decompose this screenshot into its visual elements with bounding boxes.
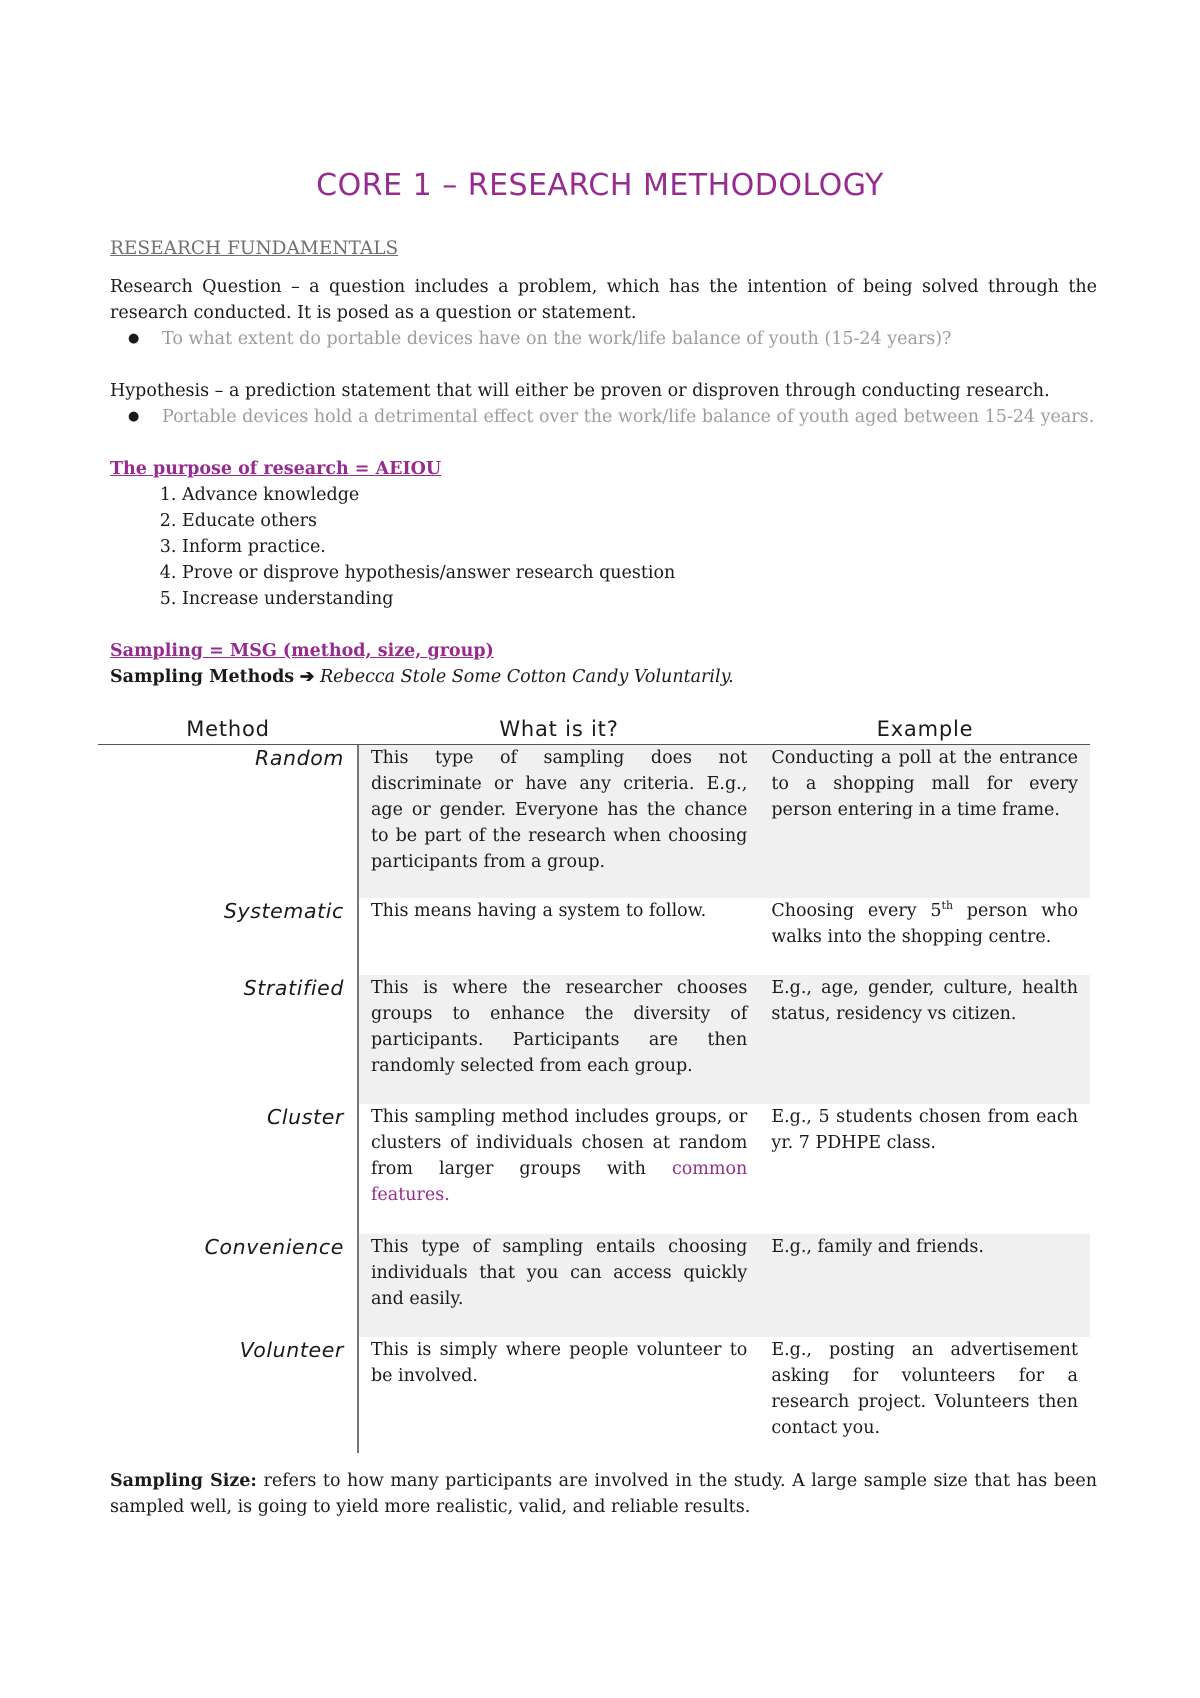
example-cell: E.g., posting an advertisement asking for volunteers for a research project. Volunteers then contact you.	[771, 1340, 1078, 1438]
example-cell: E.g., family and friends.	[757, 1234, 1090, 1337]
what-cell: This is simply where people volunteer to be involved.	[357, 1337, 757, 1453]
example-text: person who walks into the shopping centre.	[771, 901, 1078, 947]
section-heading: RESEARCH FUNDAMENTALS	[110, 238, 399, 259]
example-cell: E.g., age, gender, culture, health status, residency vs citizen.	[757, 975, 1090, 1104]
list-item: 1. Advance knowledge	[182, 482, 1097, 508]
research-question-example: ● To what extent do portable devices have on the work/life balance of youth (15-24 years)?	[162, 326, 1097, 352]
header-what: What is it?	[499, 717, 619, 741]
sampling-size-label: Sampling Size:	[110, 1471, 257, 1491]
sampling-size-paragraph	[110, 1468, 1097, 1520]
research-question-examples	[110, 326, 1097, 352]
what-cell: This type of sampling entails choosing individuals that you can access quickly and easily.	[357, 1234, 757, 1337]
document-body	[110, 236, 1097, 690]
list-item: 2. Educate others	[182, 508, 1097, 534]
table-row	[98, 898, 1090, 975]
sampling-size-section	[110, 1468, 1097, 1520]
research-question-text: – a question includes a problem, which has the intention of being solved through the research conducted. It is posed as a question or statement.	[110, 277, 1097, 323]
list-item: 5. Increase understanding	[182, 586, 1097, 612]
method-cell: Systematic	[223, 899, 344, 923]
example-cell: E.g., 5 students chosen from each yr. 7 PDHPE class.	[771, 1107, 1078, 1153]
example-cell: Conducting a poll at the entrance to a shopping mall for every person entering in a time frame.	[757, 745, 1090, 898]
table-row	[98, 1234, 1090, 1337]
arrow-icon: ➔	[299, 667, 315, 687]
example-cell	[757, 898, 1090, 975]
hypothesis-text: – a prediction statement that will either be proven or disproven through conducting research.	[209, 381, 1050, 401]
list-item: 4. Prove or disprove hypothesis/answer research question	[182, 560, 1097, 586]
method-cell: Convenience	[204, 1235, 344, 1259]
what-cell: This means having a system to follow.	[357, 898, 757, 975]
purpose-heading: The purpose of research = AEIOU	[110, 459, 442, 479]
what-cell: This is where the researcher chooses groups to enhance the diversity of participants. Participants are then randomly selected from each group.	[357, 975, 757, 1104]
page-title: CORE 1 – RESEARCH METHODOLOGY	[316, 168, 884, 203]
what-cell	[357, 1104, 757, 1234]
method-cell: Cluster	[266, 1105, 344, 1129]
hypothesis-example: ● Portable devices hold a detrimental effect over the work/life balance of youth aged between 15-24 years.	[162, 404, 1097, 430]
sampling-mnemonic: Rebecca Stole Some Cotton Candy Voluntarily.	[319, 667, 734, 687]
table-row	[98, 975, 1090, 1104]
table-header	[98, 714, 1090, 745]
research-question-label: Research Question	[110, 277, 282, 297]
table-row	[98, 1337, 1090, 1453]
sampling-methods-line	[110, 664, 1097, 690]
sampling-heading: Sampling = MSG (method, size, group)	[110, 641, 494, 661]
example-text: Choosing every 5	[771, 901, 942, 921]
method-cell: Stratified	[243, 976, 344, 1000]
hypothesis-label: Hypothesis	[110, 381, 210, 401]
method-cell: Volunteer	[239, 1338, 344, 1362]
list-item: 3. Inform practice.	[182, 534, 1097, 560]
hypothesis-examples	[110, 404, 1097, 430]
hypothesis-paragraph	[110, 378, 1097, 404]
sampling-methods-label: Sampling Methods	[110, 667, 295, 687]
table-row	[98, 1104, 1090, 1234]
what-text: This sampling method includes groups, or clusters of individuals chosen at random from larger groups with	[370, 1107, 748, 1179]
method-cell: Random	[255, 746, 344, 770]
purpose-list	[110, 482, 1097, 612]
sampling-size-text: refers to how many participants are involved in the study. A large sample size that has been sampled well, is going to yield more realistic, valid, and reliable results.	[110, 1471, 1097, 1517]
research-question-paragraph	[110, 274, 1097, 326]
highlighted-text: common features.	[370, 1159, 748, 1205]
ordinal-suffix: th	[941, 899, 954, 913]
what-cell: This type of sampling does not discriminate or have any criteria. E.g., age or gender. Everyone has the chance to be part of the research when choosing participants from a group.	[357, 745, 757, 898]
table-row	[98, 745, 1090, 898]
sampling-methods-table	[98, 714, 1090, 1453]
header-method: Method	[186, 717, 270, 741]
header-example: Example	[876, 717, 974, 741]
